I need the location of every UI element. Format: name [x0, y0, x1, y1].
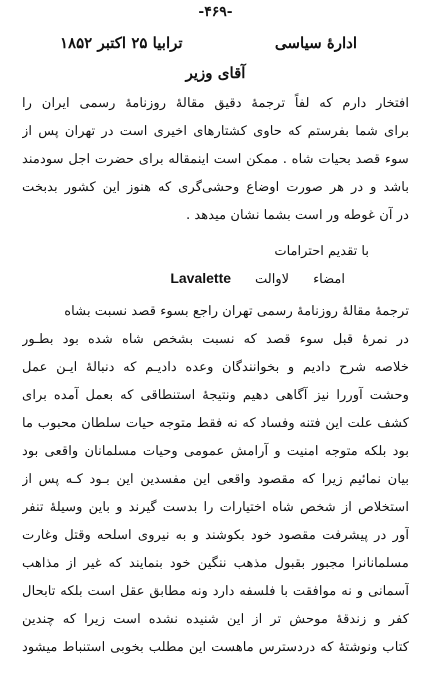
- signature: [170, 270, 345, 287]
- signature-name-latin: Lavalette: [170, 270, 232, 286]
- article-line: در نمرهٔ قبل سوء قصد که نسبت بشخص شاه شده بود بطـور: [22, 332, 409, 347]
- signature-label: امضاء: [313, 272, 345, 287]
- signature-name-persian: لاوالت: [255, 272, 290, 287]
- closing-phrase: با تقدیم احترامات: [274, 244, 369, 259]
- article-line: مسلمانانرا مجبور بقبول مذهب ننگین خود بنمایند که غیر از مذاهب: [22, 556, 409, 571]
- header-date: ترابیا ۲۵ اکتبر ۱۸۵۲: [60, 34, 183, 52]
- article-line: استخلاص از شخص شاه اختیارات را بدست گیرند و باین وسیلهٔ تنفر: [22, 500, 409, 515]
- article-line: آور در پیشرفت مقصود خود بکوشند و به نیروی اسلحه وقتل وغارت: [22, 528, 409, 543]
- article-line: بیان نمائیم زیرا که مقصود واقعی این مفسدین این بـود کـه پس از: [22, 472, 409, 487]
- intro-paragraph: [22, 90, 409, 230]
- intro-line: برای شما بفرستم که حاوی کشتارهای اخیری است در تهران پس از: [22, 124, 409, 139]
- intro-line: باشد و در هر صورت اوضاع وحشی‌گری که هنوز این کشور بدبخت: [22, 180, 409, 195]
- article-line: وحشت آوررا نیز آگاهی دهیم ونتیجهٔ استنطاقی که بعمل آمده برای: [22, 388, 409, 403]
- header-department: ادارهٔ سیاسی: [274, 34, 357, 52]
- letter-header: [60, 34, 357, 52]
- intro-line: سوء قصد بحیات شاه . ممکن است اینمقاله برای حضرت اجل سودمند: [22, 152, 409, 167]
- page-number: -۴۶۹-: [198, 4, 233, 20]
- article-line: خلاصه شرح دادیم و بخوانندگان وعده دادیـم که دنبالهٔ ایـن عمل: [22, 360, 409, 375]
- intro-line: افتخار دارم که لفاً ترجمهٔ دقیق مقالهٔ روزنامهٔ رسمی ایران را: [22, 96, 409, 111]
- article-translation: [22, 298, 409, 662]
- article-line: کتاب ونوشتهٔ که دردسترس ماهست این مطلب بخوبی استنباط میشود: [22, 640, 409, 655]
- salutation: آقای وزیر: [185, 64, 246, 82]
- article-line: آسمانی و نه موافقت با فلسفه دارد ونه مطابق عقل است بلکه تابحال: [22, 584, 409, 599]
- article-line: کشف علت این فتنه وفساد که نه فقط متوجه حیات سلطان محبوب ما: [22, 416, 409, 431]
- intro-line: در آن غوطه ور است بشما نشان میدهد .: [185, 208, 409, 223]
- article-line: بود بلکه متوجه امنیت و آرامش عمومی وحیات مسلمانان واقعی بود: [22, 444, 409, 459]
- article-title: ترجمهٔ مقالهٔ روزنامهٔ رسمی تهران راجع بسوء قصد نسبت بشاه: [64, 304, 409, 319]
- article-line: کفر و زندقهٔ موحش تر از این شنیده نشده است زیرا که چندین: [22, 612, 409, 627]
